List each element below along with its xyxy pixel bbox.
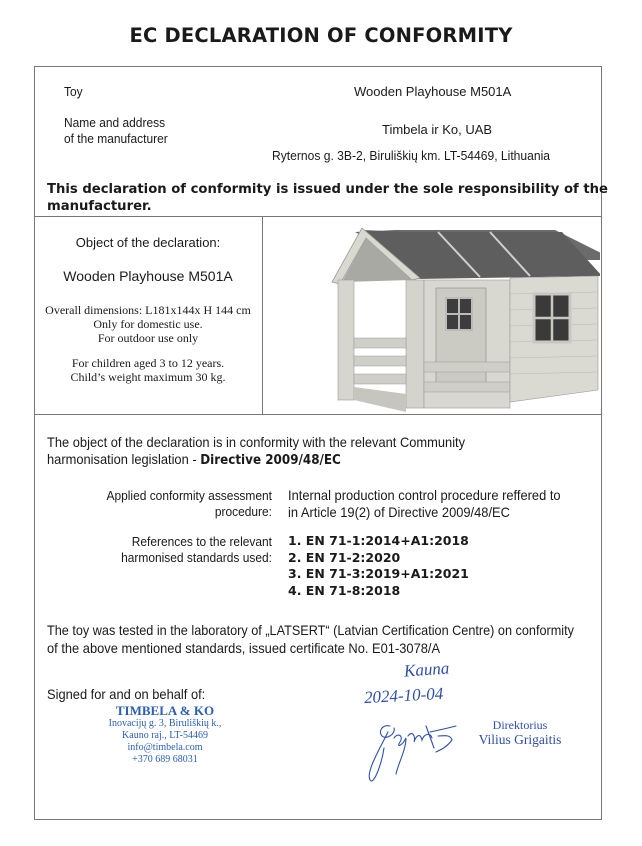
divider-middle xyxy=(34,414,602,415)
divider-top xyxy=(34,216,602,217)
object-dimensions: Overall dimensions: L181x144x H 144 cm xyxy=(45,303,251,317)
standards-list xyxy=(288,533,469,599)
handwritten-signature xyxy=(360,718,470,788)
manufacturer-label-1: Name and address xyxy=(64,115,166,130)
statement-prefix: harmonisation legislation - xyxy=(47,451,201,467)
manufacturer-address: Ryternos g. 3B-2, Biruliškių km. LT-54469, Lithuania xyxy=(272,148,550,163)
stamp-company: TIMBELA & KO xyxy=(115,703,215,718)
stamp-address-2: Kauno raj., LT-54469 xyxy=(122,730,208,741)
conformity-statement-1: The object of the declaration is in conformity with the relevant Community xyxy=(47,434,466,450)
object-domestic-use: Only for domestic use. xyxy=(93,317,203,331)
handwritten-place: Kauna xyxy=(403,658,450,681)
stamp-email: info@timbela.com xyxy=(127,742,203,753)
object-name: Wooden Playhouse M501A xyxy=(63,268,233,284)
toy-value: Wooden Playhouse M501A xyxy=(354,84,512,99)
playhouse-illustration xyxy=(332,228,600,412)
standard-item: 3. EN 71-3:2019+A1:2021 xyxy=(288,566,469,581)
standards-label-2: harmonised standards used: xyxy=(121,550,272,565)
responsibility-statement-1: This declaration of conformity is issued under the sole responsibility of the xyxy=(47,182,609,197)
divider-vertical xyxy=(262,216,263,414)
standards-label-1: References to the relevant xyxy=(131,534,272,549)
wooden-playhouse-photo xyxy=(300,222,600,412)
testing-statement-2: of the above mentioned standards, issued certificate No. E01-3078/A xyxy=(47,640,441,656)
standard-item: 4. EN 71-8:2018 xyxy=(288,582,401,598)
toy-label: Toy xyxy=(64,84,83,99)
conformity-statement-2 xyxy=(47,451,341,469)
procedure-value-2: in Article 19(2) of Directive 2009/48/EC xyxy=(288,504,510,520)
standard-item: 1. EN 71-1:2014+A1:2018 xyxy=(288,533,469,548)
procedure-value-1: Internal production control procedure reffered to xyxy=(288,487,561,503)
company-stamp xyxy=(90,703,240,766)
object-heading: Object of the declaration: xyxy=(75,235,221,250)
page-title: EC DECLARATION OF CONFORMITY xyxy=(129,24,513,47)
procedure-label-2: procedure: xyxy=(214,504,272,519)
stamp-phone: +370 689 68031 xyxy=(132,754,198,765)
stamp-address-1: Inovacijų g. 3, Biruliškių k., xyxy=(108,718,222,729)
signatory-name: Vilius Grigaitis xyxy=(478,732,562,747)
manufacturer-name: Timbela ir Ko, UAB xyxy=(382,122,493,137)
signed-for-label: Signed for and on behalf of: xyxy=(47,686,206,702)
standard-item: 2. EN 71-2:2020 xyxy=(288,549,401,565)
object-weight: Child’s weight maximum 30 kg. xyxy=(70,370,226,384)
object-outdoor-use: For outdoor use only xyxy=(97,331,199,345)
manufacturer-label-2: of the manufacturer xyxy=(64,131,168,146)
testing-statement-1: The toy was tested in the laboratory of „LATSERT“ (Latvian Certification Centre) on conformity xyxy=(47,622,574,638)
responsibility-statement-2: manufacturer. xyxy=(47,199,152,214)
signatory-position: Direktorius xyxy=(492,718,548,732)
procedure-label-1: Applied conformity assessment xyxy=(106,488,272,503)
handwritten-date: 2024-10-04 xyxy=(363,683,444,708)
object-age: For children aged 3 to 12 years. xyxy=(71,356,225,370)
directive-reference: Directive 2009/48/EC xyxy=(200,453,341,468)
